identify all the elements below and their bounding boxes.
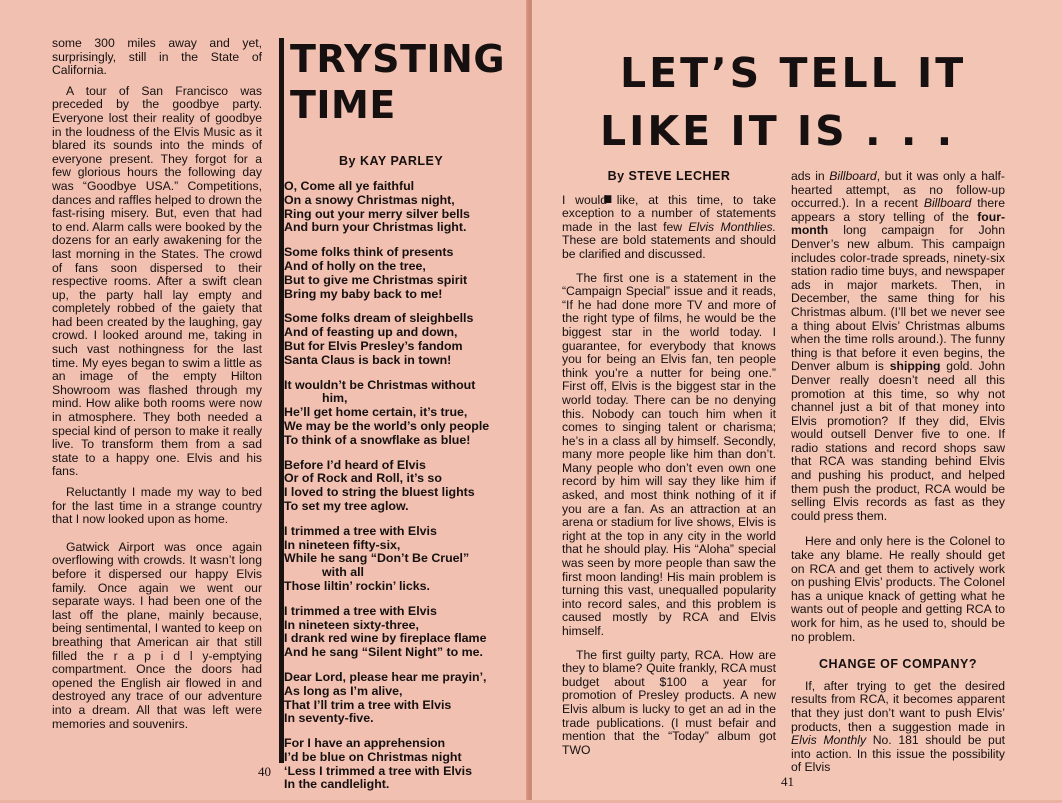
- left-paragraph: Reluctantly I made my way to bed for the last time in a strange country that I now looked upon as home.: [52, 485, 262, 527]
- poem-stanza: [284, 671, 509, 726]
- magazine-name: Elvis Monthlies.: [688, 219, 776, 234]
- poem-stanza: [284, 246, 509, 301]
- text-run: , but it was only a half-hearted attempt, as no follow-up occurred.). In a recent: [791, 169, 1005, 211]
- article-byline: By STEVE LECHER: [607, 169, 731, 183]
- poem-line: On a snowy Christmas night,: [284, 192, 455, 207]
- poem-stanza: [284, 525, 509, 594]
- right-article-column-1: [562, 170, 776, 764]
- text-run: ads in: [791, 169, 830, 183]
- poem-line: ‘Less I trimmed a tree with Elvis: [284, 763, 472, 778]
- poem-line: In nineteen sixty-three,: [284, 617, 419, 632]
- magazine-name: Billboard: [829, 169, 877, 183]
- article-title-line-1: LET’S TELL IT: [620, 49, 967, 97]
- article-title-line-2: LIKE IT IS . . . .: [600, 107, 956, 213]
- poem-line: And he sang “Silent Night” to me.: [284, 645, 483, 660]
- poem-line: Bring my baby back to me!: [284, 286, 443, 301]
- poem-line: O, Come all ye faithful: [284, 179, 415, 193]
- right-paragraph: [791, 680, 1005, 775]
- page-number-left: 40: [258, 764, 271, 779]
- poem-line: him,: [322, 391, 348, 406]
- poem-line: But for Elvis Presley’s fandom: [284, 338, 463, 353]
- right-paragraph: [791, 170, 1005, 523]
- poem-line: But to give me Christmas spirit: [284, 272, 468, 287]
- poem-line: Or of Rock and Roll, it’s so: [284, 471, 442, 486]
- poem-line: Ring out your merry silver bells: [284, 206, 470, 221]
- poem-line: That I’ll trim a tree with Elvis: [284, 697, 452, 712]
- poem-line: He’ll get home certain, it’s true,: [284, 405, 468, 420]
- poem-line: I’d be blue on Christmas night: [284, 749, 462, 764]
- poem-line: In nineteen fifty-six,: [284, 537, 401, 552]
- section-subhead: CHANGE OF COMPANY?: [818, 657, 978, 672]
- poem-stanza: [284, 605, 509, 660]
- poem-line: We may be the world’s only people: [284, 418, 490, 433]
- poem-line: I trimmed a tree with Elvis: [284, 523, 437, 538]
- bold-text: four-month: [791, 209, 1005, 238]
- text-run: there appears a story telling of the: [791, 196, 1006, 224]
- poem-line: For I have an apprehension: [284, 736, 446, 751]
- poem-line: To set my tree aglow.: [284, 498, 409, 513]
- text-run: These are bold statements and should be clarified and discussed.: [562, 233, 776, 261]
- text-run: If, after trying to get the desired results from RCA, it becomes apparent that they just don’t want to push Elvis’ products, then a suggestion made in: [791, 678, 1005, 734]
- right-paragraph: [562, 194, 776, 262]
- poem-title-line-2: TIME: [290, 83, 396, 127]
- left-paragraph: some 300 miles away and yet, surprisingly, still in the State of California.: [52, 36, 262, 78]
- poem-title: [290, 36, 505, 128]
- text-run: No. 181 should be put into action. In this issue the possibility of Elvis: [791, 733, 1005, 775]
- poem-stanza: [284, 312, 509, 367]
- right-article-column-2: [791, 170, 1005, 782]
- magazine-name: Billboard: [923, 196, 972, 211]
- poem-line: with all: [322, 565, 364, 580]
- poem-line: As long as I’m alive,: [284, 683, 403, 698]
- right-paragraph: Here and only here is the Colonel to take any blame. He really should get on RCA and get them to actively work on pushing Elvis’ products. The Colonel has a unique knack of getting what he wants out of people and getting RCA to work for him, as he used to, should be no problem.: [791, 534, 1005, 644]
- poem-line: And of holly on the tree,: [284, 258, 426, 273]
- right-paragraph: The first guilty party, RCA. How are they to blame? Quite frankly, RCA must budget about $100 a year for promotion of Presley products. A new Elvis album is lucky to get an ad in the trade publications. (I must befair and mention that the “Today” album got TWO: [562, 647, 776, 757]
- left-paragraph: Gatwick Airport was once again overflowing with crowds. It wasn’t long before it dispersed our happy Elvis family. Once again we went our separate ways. I had been one of the last off the plane, mainly because, being sentimental, I wanted to keep on breathing that American air that still filled the r a p i d l y-emptying compartment. Once the doors had opened the English air flowed in and destroyed any trace of our adventure into a dream. All that was left were memories and souvenirs.: [52, 539, 262, 731]
- poem-line: And burn your Christmas light.: [284, 220, 467, 235]
- poem-byline: By KAY PARLEY: [339, 154, 444, 168]
- poem-stanza: [284, 379, 509, 448]
- poem-line: Santa Claus is back in town!: [284, 352, 452, 367]
- poem-line: I trimmed a tree with Elvis: [284, 603, 437, 618]
- poem-line: I loved to string the bluest lights: [284, 485, 475, 500]
- poem-line: While he sang “Don’t Be Cruel”: [284, 551, 470, 566]
- left-article-column: [52, 37, 262, 738]
- poem-stanza: [284, 180, 509, 235]
- right-paragraph: The first one is a statement in the “Campaign Special” issue and it reads, “If he had done more TV and more of the right type of films, he would be the biggest star in the world today. I guarantee, for everybody that knows you for being an Elvis fan, ten people think you’re a nutter for being one.” First off, Elvis is the biggest star in the world today. There can be no denying this. Nobody can touch him when it comes to singing talent or charisma; he’s in a class all by himself. Secondly, many more people like him than don’t. Many people who don’t even own one record by him will say they like him if asked, and most think nothing of it if you are a fan. As an attraction at an arena or stadium for live shows, Elvis is right at the top in any city in the world that he should play. His “Aloha” special was seen by more people than saw the first moon landing! His main problem is turning this vast, unequalled popularity into record sales, and this problem is caused mostly by RCA and Elvis himself.: [562, 270, 776, 638]
- poem-title-line-1: TRYSTING: [290, 37, 506, 81]
- poem-line: Some folks dream of sleighbells: [284, 311, 474, 326]
- poem-line: In seventy-five.: [284, 711, 374, 726]
- poem-line: Those liltin’ rockin’ licks.: [284, 578, 430, 593]
- poem-line: Dear Lord, please hear me prayin’,: [284, 669, 487, 684]
- text-run: I would like, at this time, to take exception to a number of statements made in the last few: [562, 192, 776, 234]
- page-number-right: 41: [781, 774, 794, 789]
- poem-line: Some folks think of presents: [284, 245, 454, 260]
- poem-line: I drank red wine by fireplace flame: [284, 631, 487, 646]
- poem-line: To think of a snowflake as blue!: [284, 432, 471, 447]
- poem-line: In the candlelight.: [284, 777, 390, 792]
- poem-stanza: [284, 737, 509, 792]
- text-run: gold. John Denver really doesn’t need all this promotion at this time, so why not channel just a bit of that money into Elvis promotion? If they did, Elvis would outsell Denver five to one. If radio stations and record shops saw that RCA was standing behind Elvis and pushing his product, and helped them push the product, RCA would be selling Elvis records as fast as they could press them.: [791, 359, 1005, 523]
- left-paragraph: A tour of San Francisco was preceded by the goodbye party. Everyone lost their reality of goodbye in the loudness of the Elvis Music as it blared its sounds into the minds of everyone present. They forgot for a few glorious hours the following day was “Goodbye USA.” Competitions, dances and raffles helped to drown the fast-rising misery. But, even that had to end. Alarm calls were booked by the dozens for an early awakening for the last morning in the States. The crowd of fans soon dispersed to their respective rooms. After a swift clean up, the party hall lay empty and completely robbed of the gaiety that had been created by the laughing, gay crowd. I looked around me, taking in such vast nothingness for the last time. My eyes began to swim a little as an image of the empty Hilton Showroom was flashed through my mind. How alike both rooms were now in atmosphere. They both needed a special kind of person to make it really live. To transform them from a sad state to a happy one. Elvis and his fans.: [52, 83, 262, 479]
- poem-stanza: [284, 459, 509, 514]
- bold-text: shipping: [889, 359, 941, 374]
- magazine-name: Elvis Monthly: [791, 733, 867, 748]
- poem-line: It wouldn’t be Christmas without: [284, 377, 476, 392]
- poem-line: And of feasting up and down,: [284, 325, 458, 340]
- poem-body: [284, 180, 509, 803]
- poem-line: Before I’d heard of Elvis: [284, 457, 426, 472]
- text-run: long campaign for John Denver’s new album. This campaign includes color-trade spreads, ninety-six station radio time buys, and newspaper ads in major markets. Then, in December, the same thing for his Christmas album. (I’ll bet we never see a thing about Elvis’ Christmas albums when the time rolls around.). The funny thing is that before it even begins, the Denver album is: [791, 223, 1005, 374]
